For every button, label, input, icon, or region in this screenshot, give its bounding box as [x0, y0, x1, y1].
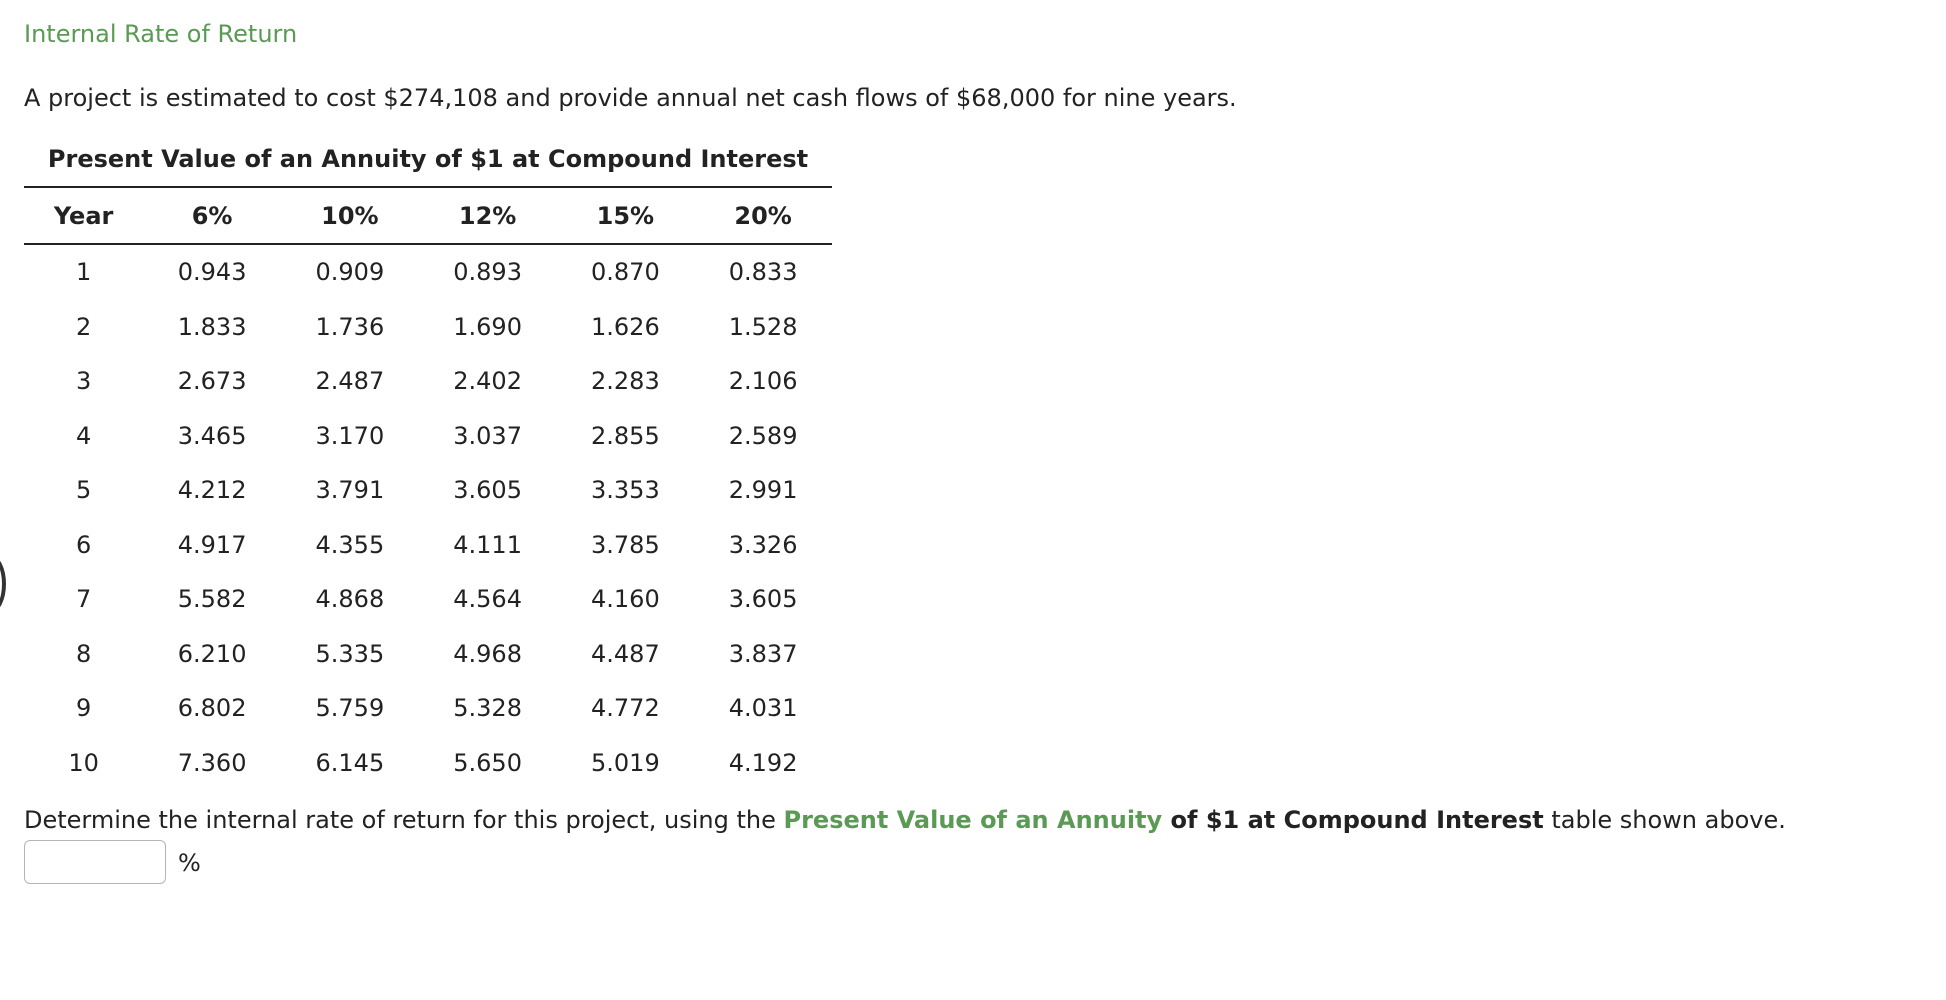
table-header-row [24, 187, 832, 244]
question-prefix: Determine the internal rate of return for this project, using the [24, 806, 784, 834]
factor-cell: 7.360 [177, 748, 247, 777]
table-row [24, 518, 832, 573]
factor-cell: 3.326 [728, 530, 798, 559]
factor-cell: 4.868 [315, 585, 385, 614]
factor-cell: 3.605 [453, 476, 522, 505]
factor-cell: 0.943 [177, 258, 247, 287]
factor-cell: 2.106 [728, 367, 798, 396]
factor-cell: 3.785 [591, 530, 660, 559]
factor-cell: 5.328 [453, 694, 522, 723]
factor-cell: 4.968 [453, 639, 522, 668]
factor-cell: 6.210 [177, 639, 247, 668]
table-row [24, 681, 832, 736]
factor-cell: 3.605 [728, 585, 798, 614]
factor-cell: 2.855 [591, 421, 660, 450]
table-body [24, 244, 832, 790]
factor-cell: 3.170 [315, 421, 385, 450]
factor-cell: 3.791 [315, 476, 385, 505]
factor-cell: 0.909 [315, 258, 385, 287]
factor-cell: 5.335 [315, 639, 385, 668]
factor-cell: 3.465 [177, 421, 247, 450]
factor-cell: 4.212 [177, 476, 247, 505]
table-row [24, 463, 832, 518]
factor-cell: 1.626 [591, 312, 660, 341]
factor-cell: 4.355 [315, 530, 385, 559]
factor-cell: 4.564 [453, 585, 522, 614]
question-suffix: table shown above. [1543, 806, 1786, 834]
table-row [24, 354, 832, 409]
factor-cell: 4.487 [591, 639, 660, 668]
factor-cell: 3.837 [728, 639, 798, 668]
year-cell: 3 [75, 367, 92, 396]
factor-cell: 1.690 [453, 312, 522, 341]
year-cell: 4 [75, 421, 92, 450]
table-row [24, 627, 832, 682]
factor-cell: 2.673 [177, 367, 247, 396]
factor-cell: 2.283 [591, 367, 660, 396]
factor-cell: 0.893 [453, 258, 522, 287]
factor-cell: 4.917 [177, 530, 247, 559]
table-row [24, 736, 832, 791]
table-row [24, 244, 832, 300]
year-cell: 2 [75, 312, 92, 341]
table-reference-bold: of $1 at Compound Interest [1162, 806, 1544, 834]
year-cell: 9 [75, 694, 92, 723]
factor-cell: 1.736 [315, 312, 385, 341]
table-row [24, 409, 832, 464]
column-header-rate: 10% [321, 201, 379, 230]
factor-cell: 2.589 [728, 421, 798, 450]
column-header-rate: 12% [458, 201, 517, 230]
factor-cell: 2.487 [315, 367, 385, 396]
problem-statement: A project is estimated to cost $274,108 and provide annual net cash flows of $68,000 for nine years. [24, 84, 1237, 112]
factor-cell: 2.991 [728, 476, 798, 505]
year-cell: 10 [68, 748, 99, 777]
year-cell: 1 [75, 258, 92, 287]
factor-cell: 4.160 [591, 585, 660, 614]
partial-circle-icon [0, 555, 6, 613]
factor-cell: 5.019 [591, 748, 660, 777]
factor-cell: 3.037 [453, 421, 522, 450]
factor-cell: 4.031 [728, 694, 798, 723]
factor-cell: 4.111 [453, 530, 522, 559]
factor-cell: 0.833 [728, 258, 798, 287]
factor-cell: 5.650 [453, 748, 522, 777]
year-cell: 7 [75, 585, 92, 614]
table-row [24, 300, 832, 355]
table-reference-link: Present Value of an Annuity [783, 806, 1163, 834]
percent-unit-label: % [178, 849, 201, 877]
column-header-rate: 6% [191, 201, 233, 230]
factor-cell: 1.833 [177, 312, 247, 341]
factor-cell: 3.353 [591, 476, 660, 505]
factor-cell: 5.759 [315, 694, 385, 723]
column-header-rate: 20% [734, 201, 792, 230]
factor-cell: 5.582 [177, 585, 247, 614]
question-text [24, 806, 1786, 834]
irr-answer-input[interactable] [24, 840, 166, 884]
factor-cell: 1.528 [728, 312, 798, 341]
factor-cell: 4.772 [591, 694, 660, 723]
column-header-rate: 15% [596, 201, 655, 230]
factor-cell: 0.870 [591, 258, 660, 287]
factor-cell: 2.402 [453, 367, 522, 396]
annuity-table [24, 186, 832, 790]
year-cell: 6 [75, 530, 92, 559]
factor-cell: 4.192 [728, 748, 798, 777]
table-row [24, 572, 832, 627]
year-cell: 8 [75, 639, 92, 668]
year-cell: 5 [75, 476, 92, 505]
table-caption: Present Value of an Annuity of $1 at Compound Interest [47, 145, 809, 173]
page-title: Internal Rate of Return [24, 20, 298, 48]
column-header-year: Year [53, 201, 114, 230]
factor-cell: 6.802 [177, 694, 247, 723]
factor-cell: 6.145 [315, 748, 385, 777]
